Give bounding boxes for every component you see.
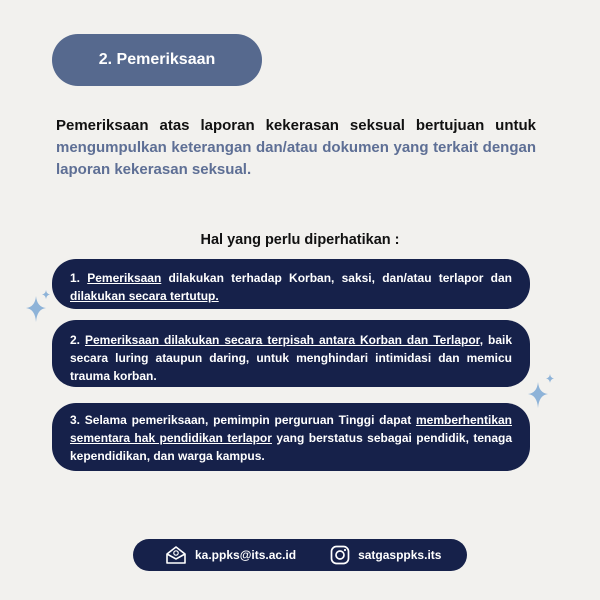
email-address: ka.ppks@its.ac.id (195, 548, 297, 562)
card-emphasis-text: Pemeriksaan dilakukan secara terpisah antara Korban dan Terlapor (84, 333, 480, 347)
contact-bar (133, 539, 467, 571)
intro-paragraph (56, 115, 536, 181)
sparkle-icon (22, 290, 52, 326)
card-text: yang berstatus sebagai pendidik, tenaga kependidikan, dan warga kampus. (70, 431, 513, 463)
section-title-pill (52, 34, 262, 86)
card-text: , baik secara luring ataupun daring, untuk menghindari intimidasi dan memicu trauma korban. (70, 333, 512, 383)
section-title: 2. Pemeriksaan (98, 51, 216, 68)
note-card-2 (52, 320, 530, 387)
intro-highlight: mengumpulkan keterangan dan/atau dokumen yang terkait dengan laporan kekerasan seksual. (56, 139, 536, 178)
instagram-handle: satgasppks.its (358, 548, 442, 562)
note-card-3 (52, 403, 530, 471)
contact-email[interactable] (165, 545, 296, 565)
card-emphasis-text: memberhentikan sementara hak pendidikan terlapor (70, 413, 512, 445)
instagram-icon (330, 545, 350, 565)
sparkle-icon (526, 374, 558, 410)
card-emphasis-text: Pemeriksaan (87, 271, 162, 285)
card-text: dilakukan terhadap Korban, saksi, dan/atau terlapor dan (161, 271, 513, 285)
card-emphasis-text: dilakukan secara tertutup. (70, 289, 219, 303)
intro-text: Pemeriksaan atas laporan kekerasan seksual bertujuan untuk (56, 117, 536, 134)
card-text: 3. Selama pemeriksaan, pemimpin perguruan Tinggi dapat (70, 413, 416, 427)
contact-instagram[interactable] (330, 545, 441, 565)
card-text: 1. (70, 271, 88, 285)
card-text: 2. (70, 333, 85, 347)
note-card-1 (52, 259, 530, 309)
notes-heading: Hal yang perlu diperhatikan : (200, 232, 400, 248)
email-icon (165, 545, 187, 565)
